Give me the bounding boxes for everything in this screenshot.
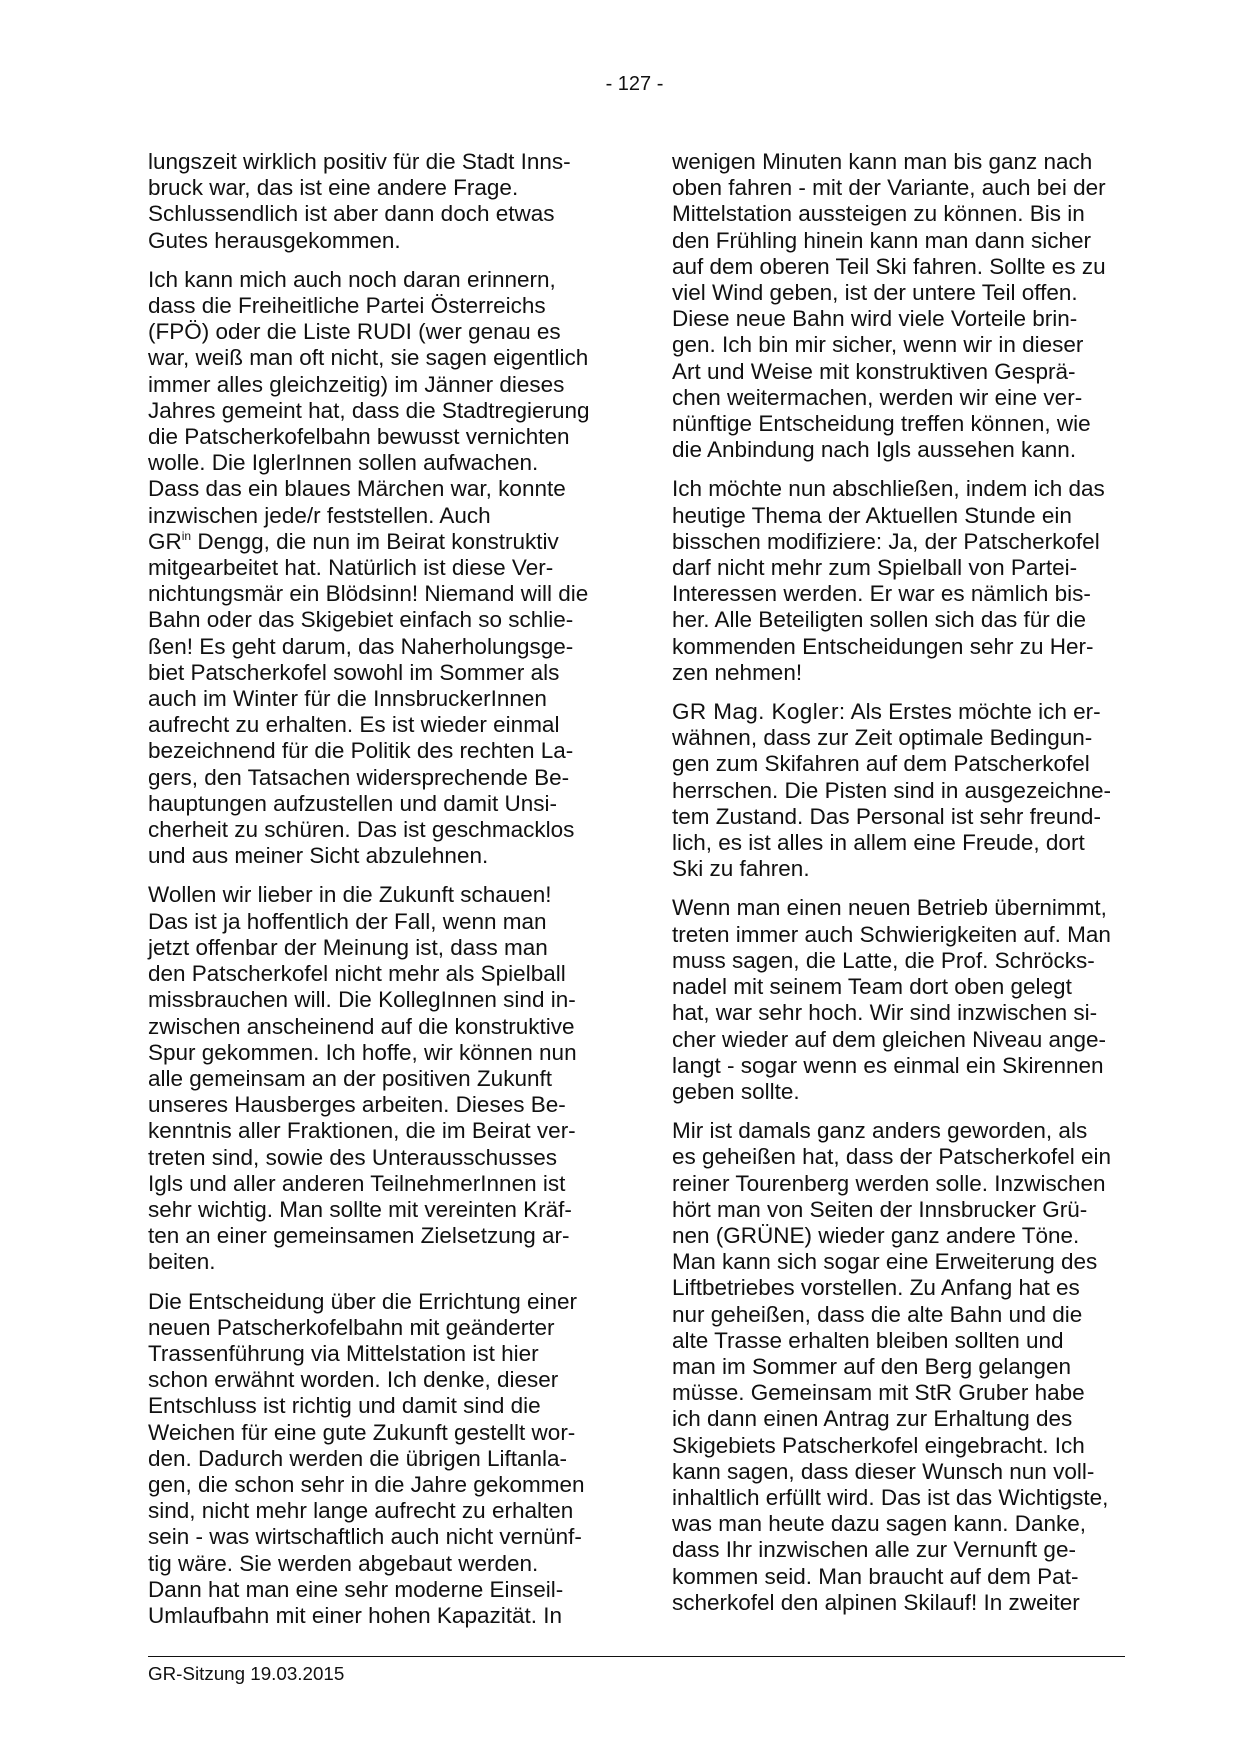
text-line: Wollen wir lieber in die Zukunft schauen! bbox=[148, 882, 552, 908]
text-line: Ski zu fahren. bbox=[672, 856, 810, 882]
text-line: kann sagen, dass dieser Wunsch nun voll- bbox=[672, 1458, 1095, 1484]
paragraph bbox=[148, 1289, 618, 1630]
text-line: inzwischen jede/r feststellen. Auch bbox=[148, 502, 491, 528]
text-line: hört man von Seiten der Innsbrucker Grü- bbox=[672, 1196, 1088, 1222]
paragraph bbox=[672, 895, 1142, 1105]
text-line: bruck war, das ist eine andere Frage. bbox=[148, 175, 519, 201]
text-line: aufrecht zu erhalten. Es ist wieder einmal bbox=[148, 712, 560, 738]
text-line: treten sind, sowie des Unterausschusses bbox=[148, 1144, 557, 1170]
text-line: mitgearbeitet hat. Natürlich ist diese Ver- bbox=[148, 555, 554, 581]
text-line bbox=[148, 529, 618, 555]
text-line: sein - was wirtschaftlich auch nicht vernünf- bbox=[148, 1524, 582, 1550]
text-line: heutige Thema der Aktuellen Stunde ein bbox=[672, 502, 1072, 528]
text-line: reiner Tourenberg werden solle. Inzwischen bbox=[672, 1170, 1106, 1196]
text-line: wähnen, dass zur Zeit optimale Bedingun- bbox=[672, 725, 1093, 751]
text-line: Spur gekommen. Ich hoffe, wir können nun bbox=[148, 1039, 577, 1065]
text-line: auf dem oberen Teil Ski fahren. Sollte es zu bbox=[672, 253, 1106, 279]
text-line: schon erwähnt worden. Ich denke, dieser bbox=[148, 1367, 559, 1393]
paragraph bbox=[672, 476, 1142, 686]
footer-divider bbox=[148, 1656, 1125, 1657]
paragraph bbox=[148, 149, 618, 254]
text-line: und aus meiner Sicht abzulehnen. bbox=[148, 843, 489, 869]
text-line: scherkofel den alpinen Skilauf! In zweiter bbox=[672, 1589, 1080, 1615]
text-line: den Frühling hinein kann man dann sicher bbox=[672, 227, 1092, 253]
text-line: nünftige Entscheidung treffen können, wie bbox=[672, 411, 1091, 437]
text-line: bezeichnend für die Politik des rechten La- bbox=[148, 738, 574, 764]
title-superscript: in bbox=[181, 528, 192, 543]
paragraph bbox=[672, 699, 1142, 882]
text-line: müsse. Gemeinsam mit StR Gruber habe bbox=[672, 1380, 1085, 1406]
text-line: jetzt offenbar der Meinung ist, dass man bbox=[148, 934, 548, 960]
text-line: Schlussendlich ist aber dann doch etwas bbox=[148, 201, 555, 227]
text-line: her. Alle Beteiligten sollen sich das für die bbox=[672, 607, 1086, 633]
text-line: muss sagen, die Latte, die Prof. Schröcks- bbox=[672, 947, 1095, 973]
text-line bbox=[672, 699, 1142, 725]
right-column bbox=[672, 149, 1142, 1629]
text-line: Die Entscheidung über die Errichtung einer bbox=[148, 1288, 578, 1314]
text-line: alte Trasse erhalten bleiben sollten und bbox=[672, 1327, 1064, 1353]
text-line: viel Wind geben, ist der untere Teil offen. bbox=[672, 280, 1078, 306]
text-line: immer alles gleichzeitig) im Jänner dieses bbox=[148, 371, 565, 397]
paragraph bbox=[672, 1118, 1142, 1616]
text-line: Das ist ja hoffentlich der Fall, wenn man bbox=[148, 908, 547, 934]
text-line: Ich möchte nun abschließen, indem ich das bbox=[672, 476, 1105, 502]
text-line: war, weiß man oft nicht, sie sagen eigentlich bbox=[148, 345, 589, 371]
speaker-name: GR Mag. Kogler: bbox=[672, 699, 846, 725]
left-column bbox=[148, 149, 618, 1642]
paragraph bbox=[148, 882, 618, 1275]
text-line: kommen seid. Man braucht auf dem Pat- bbox=[672, 1563, 1079, 1589]
text-line: den Patscherkofel nicht mehr als Spielball bbox=[148, 961, 566, 987]
text-line: den. Dadurch werden die übrigen Liftanla- bbox=[148, 1445, 568, 1471]
text-line: herrschen. Die Pisten sind in ausgezeichne- bbox=[672, 777, 1111, 803]
text-line: zen nehmen! bbox=[672, 659, 803, 685]
text-line: gers, den Tatsachen widersprechende Be- bbox=[148, 764, 570, 790]
paragraph bbox=[672, 149, 1142, 463]
text-line: gen. Ich bin mir sicher, wenn wir in dieser bbox=[672, 332, 1084, 358]
text-line: biet Patscherkofel sowohl im Sommer als bbox=[148, 659, 560, 685]
text-line: Entschluss ist richtig und damit sind die bbox=[148, 1393, 541, 1419]
text-line: nur geheißen, dass die alte Bahn und die bbox=[672, 1301, 1083, 1327]
text-line: Igls und aller anderen TeilnehmerInnen ist bbox=[148, 1170, 566, 1196]
text-line: sind, nicht mehr lange aufrecht zu erhalten bbox=[148, 1498, 574, 1524]
text-line: tem Zustand. Das Personal ist sehr freund- bbox=[672, 803, 1101, 829]
text-line: Mittelstation aussteigen zu können. Bis in bbox=[672, 201, 1085, 227]
text-line: Wenn man einen neuen Betrieb übernimmt, bbox=[672, 895, 1107, 921]
text-line: man im Sommer auf den Berg gelangen bbox=[672, 1353, 1071, 1379]
text-line: unseres Hausberges arbeiten. Dieses Be- bbox=[148, 1092, 566, 1118]
text-line: hauptungen aufzustellen und damit Unsi- bbox=[148, 790, 558, 816]
line-text: Als Erstes möchte ich er- bbox=[845, 699, 1101, 725]
text-line: ich dann einen Antrag zur Erhaltung des bbox=[672, 1406, 1073, 1432]
text-line: dass die Freiheitliche Partei Österreichs bbox=[148, 293, 546, 319]
text-line: Skigebiets Patscherkofel eingebracht. Ich bbox=[672, 1432, 1085, 1458]
text-line: treten immer auch Schwierigkeiten auf. Man bbox=[672, 921, 1111, 947]
title-abbreviation: GR bbox=[148, 528, 182, 554]
text-line: nadel mit seinem Team dort oben gelegt bbox=[672, 974, 1072, 1000]
text-line: kenntnis aller Fraktionen, die im Beirat ver- bbox=[148, 1118, 576, 1144]
text-line: oben fahren - mit der Variante, auch bei der bbox=[672, 175, 1106, 201]
text-line: Art und Weise mit konstruktiven Gesprä- bbox=[672, 358, 1076, 384]
text-line: Interessen werden. Er war es nämlich bis- bbox=[672, 581, 1091, 607]
text-line: geben sollte. bbox=[672, 1078, 800, 1104]
text-line: Trassenführung via Mittelstation ist hier bbox=[148, 1340, 539, 1366]
text-line: dass Ihr inzwischen alle zur Vernunft ge- bbox=[672, 1537, 1076, 1563]
text-line: neuen Patscherkofelbahn mit geänderter bbox=[148, 1314, 555, 1340]
text-line: Diese neue Bahn wird viele Vorteile brin- bbox=[672, 306, 1078, 332]
text-line: Weichen für eine gute Zukunft gestellt wor- bbox=[148, 1419, 576, 1445]
paragraph bbox=[148, 267, 618, 870]
text-line: was man heute dazu sagen kann. Danke, bbox=[672, 1511, 1087, 1537]
text-line: sehr wichtig. Man sollte mit vereinten Kräf- bbox=[148, 1196, 572, 1222]
line-text: Dengg, die nun im Beirat konstruktiv bbox=[191, 528, 559, 554]
text-line: wolle. Die IglerInnen sollen aufwachen. bbox=[148, 450, 539, 476]
text-line: darf nicht mehr zum Spielball von Partei- bbox=[672, 555, 1078, 581]
text-line: kommenden Entscheidungen sehr zu Her- bbox=[672, 633, 1094, 659]
text-line: Mir ist damals ganz anders geworden, als bbox=[672, 1118, 1088, 1144]
text-line: es geheißen hat, dass der Patscherkofel ein bbox=[672, 1144, 1112, 1170]
text-line: die Anbindung nach Igls aussehen kann. bbox=[672, 437, 1077, 463]
text-line: hat, war sehr hoch. Wir sind inzwischen si- bbox=[672, 1000, 1098, 1026]
text-line: ten an einer gemeinsamen Zielsetzung ar- bbox=[148, 1223, 570, 1249]
text-line: inhaltlich erfüllt wird. Das ist das Wichtigste, bbox=[672, 1484, 1109, 1510]
text-line: Ich kann mich auch noch daran erinnern, bbox=[148, 266, 556, 292]
text-line: nen (GRÜNE) wieder ganz andere Töne. bbox=[672, 1222, 1080, 1248]
footer-session-date: GR-Sitzung 19.03.2015 bbox=[148, 1663, 345, 1684]
text-line: missbrauchen will. Die KollegInnen sind in- bbox=[148, 987, 576, 1013]
text-line: nichtungsmär ein Blödsinn! Niemand will die bbox=[148, 581, 589, 607]
text-line: Dann hat man eine sehr moderne Einseil- bbox=[148, 1576, 564, 1602]
text-line: lich, es ist alles in allem eine Freude, dort bbox=[672, 830, 1085, 856]
text-line: cherheit zu schüren. Das ist geschmacklos bbox=[148, 817, 575, 843]
text-line: (FPÖ) oder die Liste RUDI (wer genau es bbox=[148, 319, 561, 345]
text-line: Liftbetriebes vorstellen. Zu Anfang hat es bbox=[672, 1275, 1080, 1301]
text-line: die Patscherkofelbahn bewusst vernichten bbox=[148, 424, 570, 450]
text-line: langt - sogar wenn es einmal ein Skirennen bbox=[672, 1052, 1104, 1078]
text-line: wenigen Minuten kann man bis ganz nach bbox=[672, 149, 1093, 174]
text-line: zwischen anscheinend auf die konstruktive bbox=[148, 1013, 575, 1039]
text-line: Bahn oder das Skigebiet einfach so schlie- bbox=[148, 607, 574, 633]
text-line: chen weitermachen, werden wir eine ver- bbox=[672, 384, 1083, 410]
text-line: ßen! Es geht darum, das Naherholungsge- bbox=[148, 633, 574, 659]
text-line: gen, die schon sehr in die Jahre gekommen bbox=[148, 1471, 585, 1497]
text-line: Umlaufbahn mit einer hohen Kapazität. In bbox=[148, 1602, 562, 1628]
text-line: tig wäre. Sie werden abgebaut werden. bbox=[148, 1550, 539, 1576]
text-line: Man kann sich sogar eine Erweiterung des bbox=[672, 1249, 1098, 1275]
text-line: bisschen modifiziere: Ja, der Patscherkofel bbox=[672, 528, 1100, 554]
text-line: Jahres gemeint hat, dass die Stadtregierung bbox=[148, 397, 590, 423]
text-line: lungszeit wirklich positiv für die Stadt Inns- bbox=[148, 149, 571, 174]
text-line: auch im Winter für die InnsbruckerInnen bbox=[148, 686, 547, 712]
text-line: cher wieder auf dem gleichen Niveau ange- bbox=[672, 1026, 1107, 1052]
text-line: gen zum Skifahren auf dem Patscherkofel bbox=[672, 751, 1090, 777]
text-line: beiten. bbox=[148, 1249, 216, 1275]
page-number: - 127 - bbox=[605, 73, 664, 95]
text-line: Dass das ein blaues Märchen war, konnte bbox=[148, 476, 566, 502]
text-line: Gutes herausgekommen. bbox=[148, 227, 401, 253]
text-line: alle gemeinsam an der positiven Zukunft bbox=[148, 1065, 552, 1091]
